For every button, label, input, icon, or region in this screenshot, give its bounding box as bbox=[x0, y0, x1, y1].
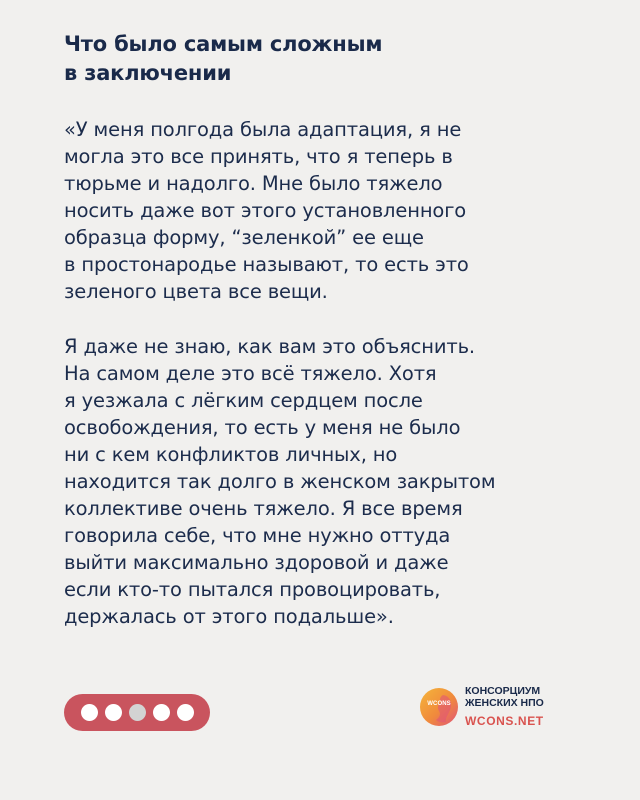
brand-name-line-2: ЖЕНСКИХ НПО bbox=[465, 696, 544, 709]
quote-line: Я даже не знаю, как вам это объяснить. bbox=[64, 335, 475, 358]
quote-line: находится так долго в женском закрытом bbox=[64, 470, 496, 493]
page-title bbox=[64, 30, 382, 88]
quote-paragraph-2 bbox=[64, 333, 604, 630]
pager-dot-5[interactable] bbox=[177, 704, 194, 721]
quote-line: ни с кем конфликтов личных, но bbox=[64, 443, 398, 466]
quote-line: коллективе очень тяжело. Я все время bbox=[64, 497, 463, 520]
pager-dot-4[interactable] bbox=[153, 704, 170, 721]
quote-paragraph-1 bbox=[64, 116, 604, 305]
pager-dot-2[interactable] bbox=[105, 704, 122, 721]
slide-pager bbox=[64, 694, 210, 731]
quote-line: освобождения, то есть у меня не было bbox=[64, 416, 461, 439]
quote-line: если кто-то пытался провоцировать, bbox=[64, 578, 441, 601]
brand-text bbox=[465, 686, 544, 728]
quote-line: выйти максимально здоровой и даже bbox=[64, 551, 449, 574]
quote-line: в простонародье называют, то есть это bbox=[64, 253, 469, 276]
quote-line: На самом деле это всё тяжело. Хотя bbox=[64, 362, 437, 385]
quote-line: я уезжала с лёгким сердцем после bbox=[64, 389, 423, 412]
brand-name-line-1: КОНСОРЦИУМ bbox=[465, 685, 541, 697]
pager-dot-3-current[interactable] bbox=[129, 704, 146, 721]
quote-line: могла это все принять, что я теперь в bbox=[64, 145, 453, 168]
quote-body bbox=[64, 116, 604, 630]
quote-line: говорила себе, что мне нужно оттуда bbox=[64, 524, 451, 547]
quote-line: образца форму, “зеленкой” ее еще bbox=[64, 226, 424, 249]
wcons-logo-icon bbox=[419, 687, 459, 727]
title-line-2: в заключении bbox=[64, 61, 232, 85]
logo-text: WCONS bbox=[427, 701, 451, 707]
pager-dot-1[interactable] bbox=[81, 704, 98, 721]
brand-name bbox=[465, 686, 544, 709]
quote-line: «У меня полгода была адаптация, я не bbox=[64, 118, 462, 141]
brand-url-link[interactable]: WCONS.NET bbox=[465, 714, 544, 728]
brand-block bbox=[419, 686, 544, 728]
quote-line: тюрьме и надолго. Мне было тяжело bbox=[64, 172, 443, 195]
quote-line: зеленого цвета все вещи. bbox=[64, 280, 328, 303]
quote-line: носить даже вот этого установленного bbox=[64, 199, 467, 222]
title-line-1: Что было самым сложным bbox=[64, 32, 383, 56]
quote-line: держалась от этого подальше». bbox=[64, 605, 394, 628]
